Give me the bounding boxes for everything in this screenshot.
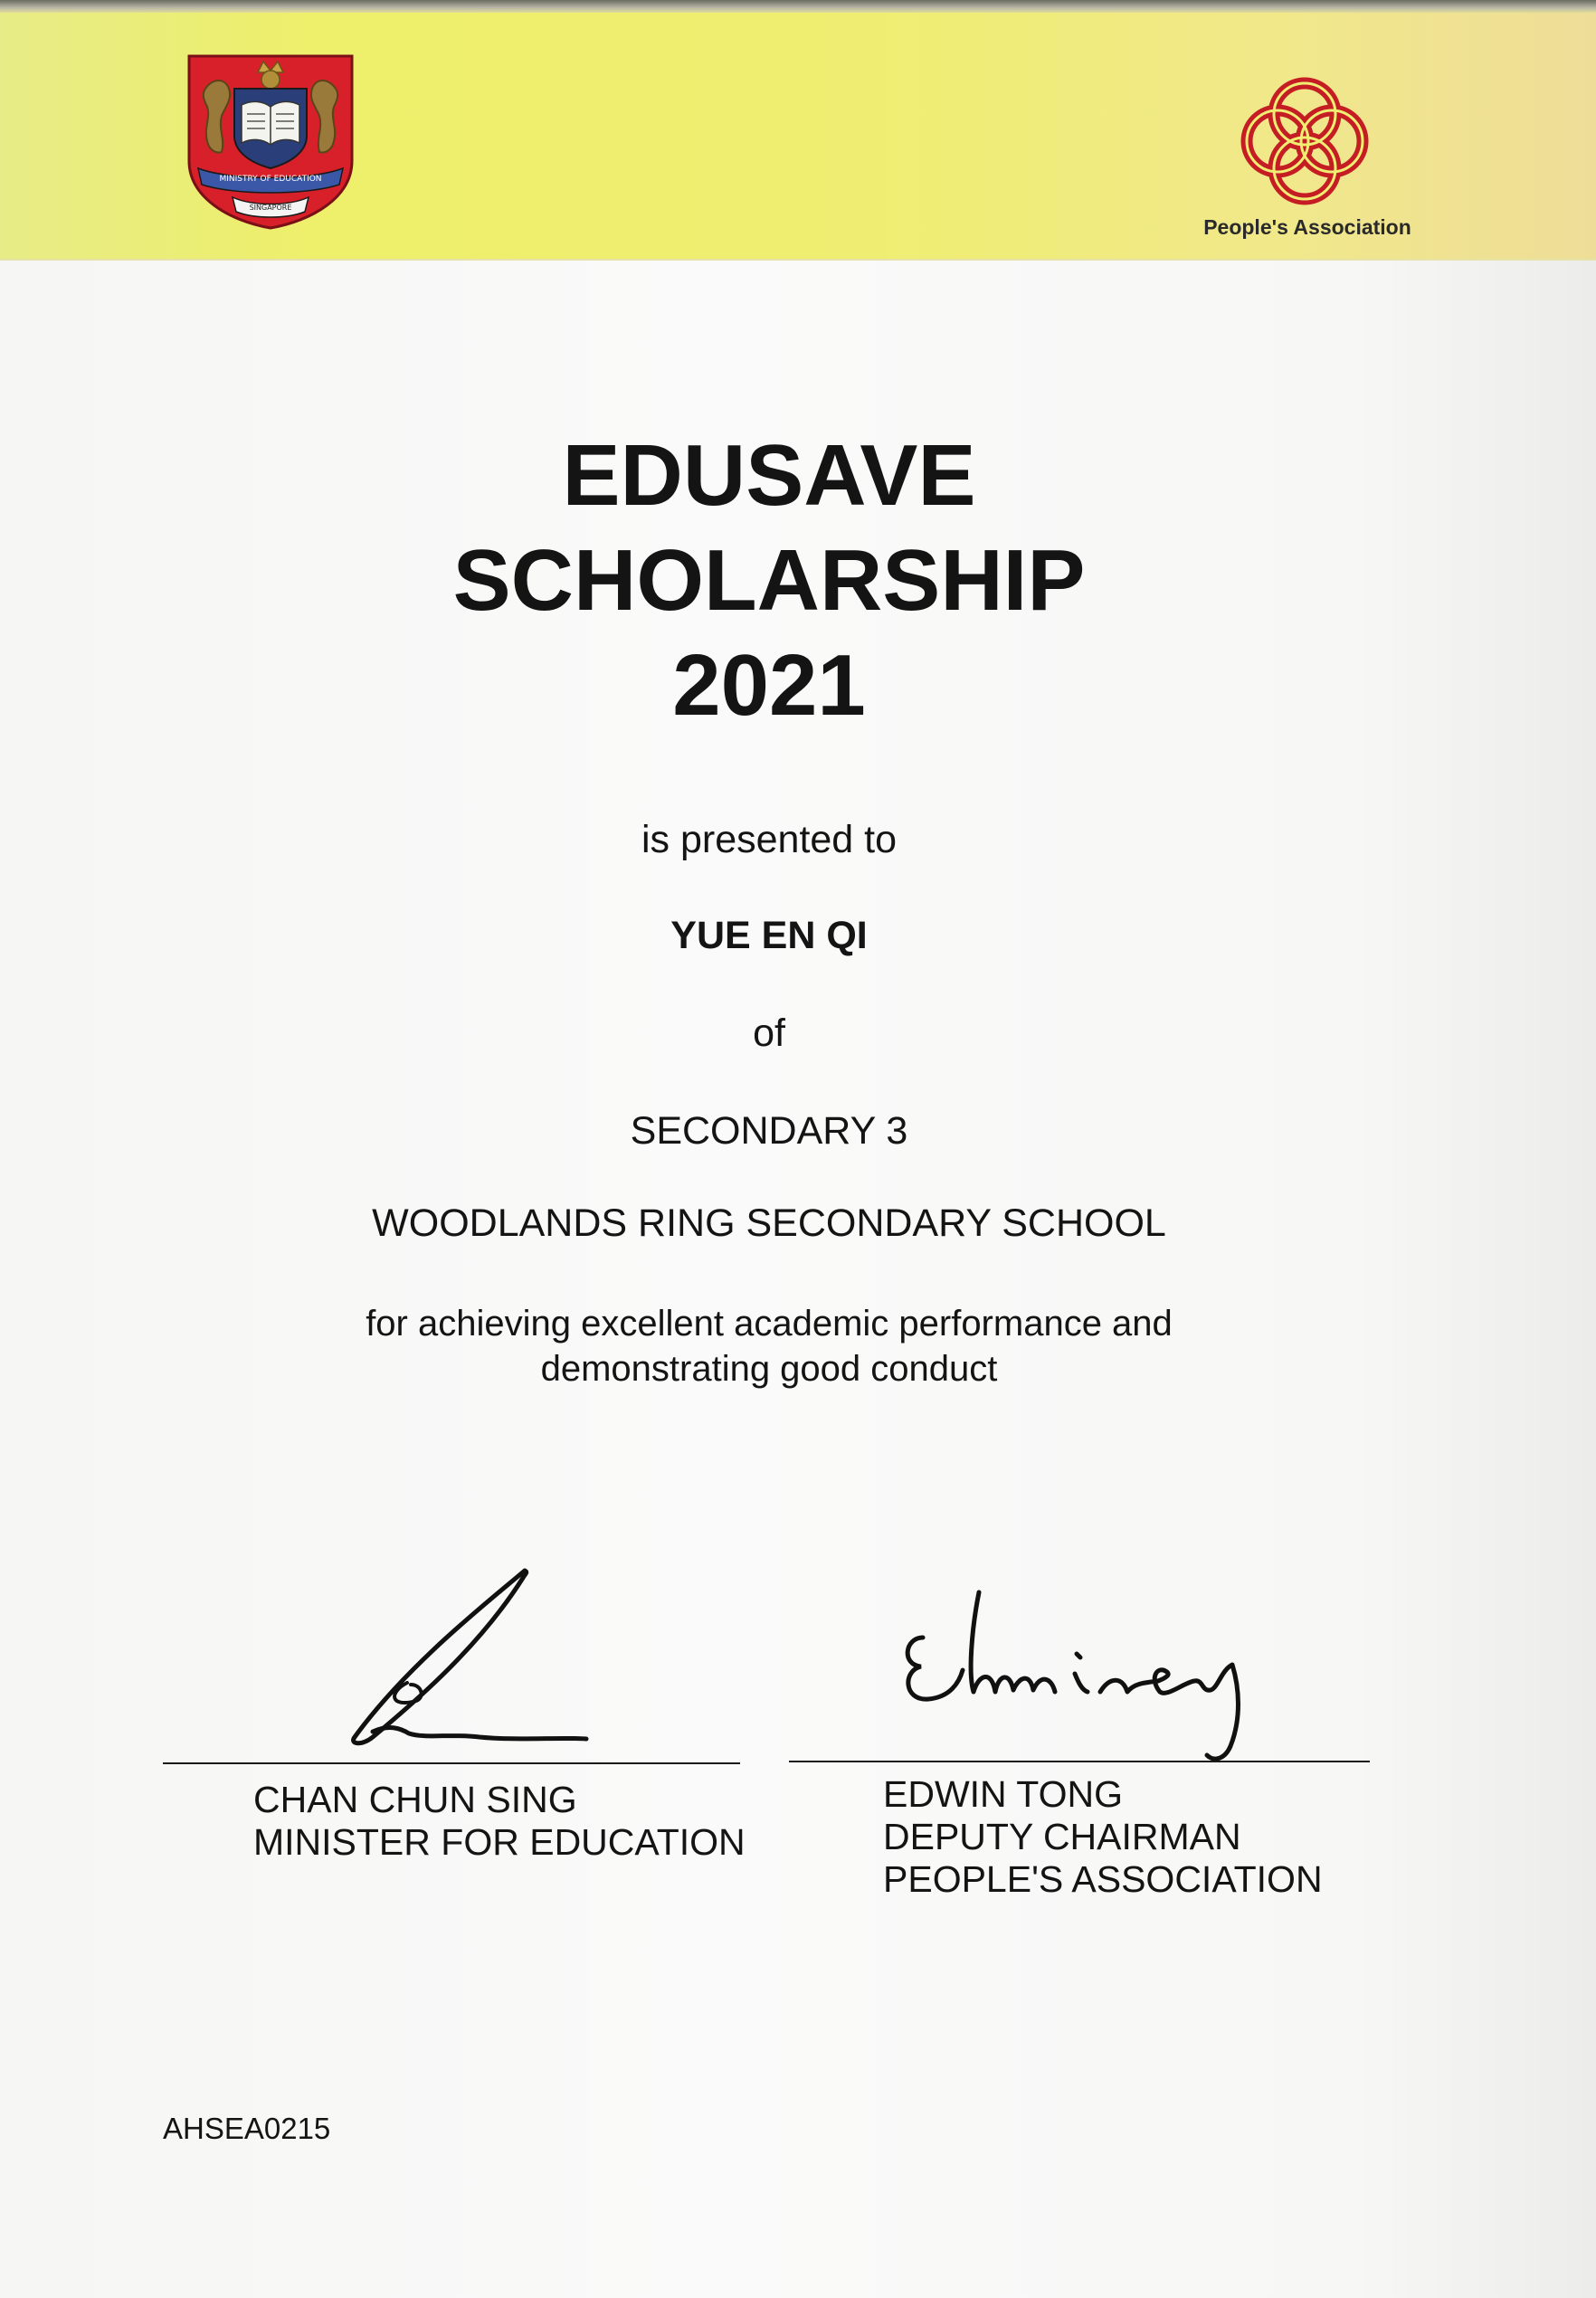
title-line-1: EDUSAVE (562, 427, 976, 524)
presented-text: is presented to (641, 818, 898, 861)
svg-text:SINGAPORE: SINGAPORE (249, 204, 292, 212)
left-signatory-title: MINISTER FOR EDUCATION (253, 1821, 746, 1863)
right-signatory (883, 1773, 1323, 1901)
deputy-chairman-signature-icon (896, 1583, 1267, 1764)
certificate-title (255, 423, 1283, 738)
award-reason (255, 1301, 1283, 1391)
right-signatory-title-1: DEPUTY CHAIRMAN (883, 1816, 1241, 1857)
school-name: WOODLANDS RING SECONDARY SCHOOL (372, 1201, 1166, 1245)
of-text: of (753, 1011, 785, 1055)
title-line-2: SCHOLARSHIP (452, 532, 1086, 629)
right-signatory-title-2: PEOPLE'S ASSOCIATION (883, 1858, 1323, 1900)
minister-signature-icon (299, 1565, 606, 1755)
title-line-3: 2021 (672, 637, 866, 734)
award-reason-line-2: demonstrating good conduct (540, 1349, 998, 1389)
left-signatory-name: CHAN CHUN SING (253, 1779, 577, 1820)
svg-text:MINISTRY OF EDUCATION: MINISTRY OF EDUCATION (219, 175, 322, 184)
peoples-association-label: People's Association (1203, 215, 1411, 239)
serial-number: AHSEA0215 (163, 2112, 331, 2145)
peoples-association-logo-icon (1230, 67, 1380, 216)
award-reason-line-1: for achieving excellent academic performance and (366, 1304, 1173, 1344)
header-banner (0, 13, 1596, 261)
right-signature-line (789, 1761, 1370, 1762)
left-signature-line (163, 1762, 740, 1764)
left-signatory (253, 1779, 746, 1864)
ministry-of-education-crest-icon (185, 52, 356, 230)
student-level: SECONDARY 3 (630, 1109, 908, 1153)
page-top-edge (0, 0, 1596, 13)
right-signatory-name: EDWIN TONG (883, 1773, 1123, 1815)
recipient-name: YUE EN QI (670, 914, 868, 957)
